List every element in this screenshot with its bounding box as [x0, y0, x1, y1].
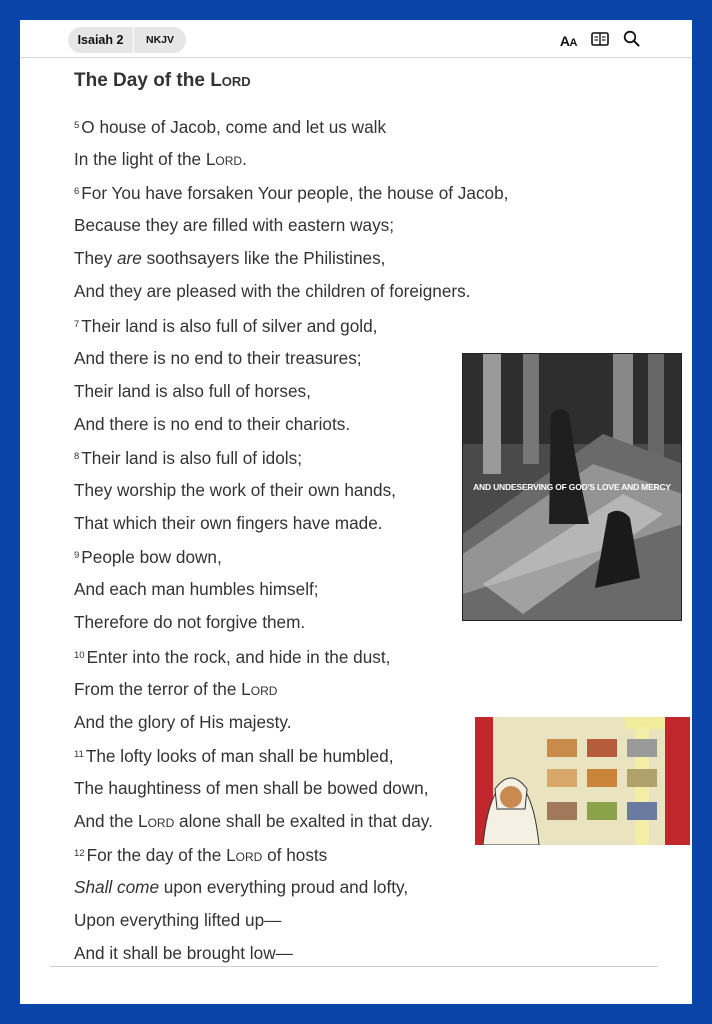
book-icon[interactable] [591, 32, 609, 51]
verse-text: Their land is also full of horses, [74, 380, 311, 401]
verse-text: Their land is also full of silver and gold, [81, 315, 378, 336]
engraving-caption: AND UNDESERVING OF GOD'S LOVE AND MERCY [473, 482, 671, 492]
version-button[interactable]: NKJV [145, 34, 174, 46]
verse-line [74, 909, 634, 942]
engraving-image [462, 353, 682, 621]
verse-text: Shall come [74, 877, 160, 898]
verse-text: of hosts [262, 845, 328, 866]
verse-text: upon everything proud and lofty, [159, 877, 409, 898]
verse-text: From the terror of the [74, 678, 242, 699]
verse-number: 8 [74, 450, 80, 462]
verse-text: For You have forsaken Your people, the house of Jacob, [81, 183, 509, 204]
verse-text: And the glory of His majesty. [74, 711, 292, 732]
verse-line [74, 280, 634, 313]
verse-text: And each man humbles himself; [74, 579, 319, 600]
verse-text: Because they are filled with eastern ways; [74, 215, 395, 236]
verse-text: soothsayers like the Philistines, [141, 248, 386, 269]
verse-text: They [74, 248, 117, 269]
verse-line [74, 214, 634, 247]
verse-number: 11 [74, 748, 84, 760]
verse-line [74, 678, 634, 711]
verse-text: The haughtiness of men shall be bowed down, [74, 777, 429, 798]
verse-line [74, 181, 634, 214]
bottom-divider [50, 966, 658, 967]
verse-number: 10 [74, 649, 85, 661]
verse-line [74, 876, 634, 909]
verse-text: And they are pleased with the children of foreigners. [74, 281, 471, 302]
verse-line [74, 148, 634, 181]
search-icon[interactable] [623, 30, 640, 52]
verse-text: alone shall be exalted in that day. [174, 810, 433, 831]
verse-text: Lord [205, 149, 243, 170]
verse-text: Lord [241, 678, 278, 699]
verse-text: Enter into the rock, and hide in the dust, [86, 646, 391, 667]
book-chapter-button[interactable]: Isaiah 2 [68, 27, 134, 53]
verse-text: And the [74, 810, 139, 831]
verse-text: And it shall be brought low— [74, 943, 293, 964]
verse-text: And there is no end to their treasures; [74, 347, 362, 368]
section-heading: The Day of the Lord [74, 70, 251, 91]
verse-line [74, 115, 634, 148]
verse-number: 12 [74, 848, 85, 860]
verse-text: The lofty looks of man shall be humbled, [85, 745, 394, 766]
verse-text: They worship the work of their own hands, [74, 480, 396, 501]
verse-text: Lord [138, 810, 175, 831]
verse-text: . [242, 149, 247, 170]
verse-line [74, 645, 634, 678]
verse-line [74, 314, 634, 347]
verse-line [74, 942, 634, 975]
text-size-icon[interactable]: AA [559, 33, 577, 49]
verse-text: Lord [226, 845, 263, 866]
verse-number: 7 [74, 318, 80, 330]
verse-text: And there is no end to their chariots. [74, 413, 351, 434]
verse-text: Upon everything lifted up— [74, 910, 282, 931]
app-frame [20, 20, 692, 1004]
verse-text: Therefore do not forgive them. [74, 612, 306, 633]
verse-number: 9 [74, 550, 80, 562]
verse-text: Their land is also full of idols; [81, 447, 302, 468]
verse-line [74, 843, 634, 876]
verse-number: 6 [74, 186, 80, 198]
cartoon-pharaoh-image [475, 717, 690, 845]
verse-line [74, 247, 634, 280]
verse-text: In the light of the [74, 149, 206, 170]
passage-selector [68, 27, 186, 53]
verse-text: O house of Jacob, come and let us walk [81, 117, 387, 137]
verse-text: People bow down, [81, 547, 222, 568]
verse-text: For the day of the [86, 845, 227, 866]
top-bar [20, 20, 692, 58]
verse-text: are [117, 248, 142, 269]
verse-number: 5 [74, 120, 80, 131]
verse-text: That which their own fingers have made. [74, 513, 383, 534]
